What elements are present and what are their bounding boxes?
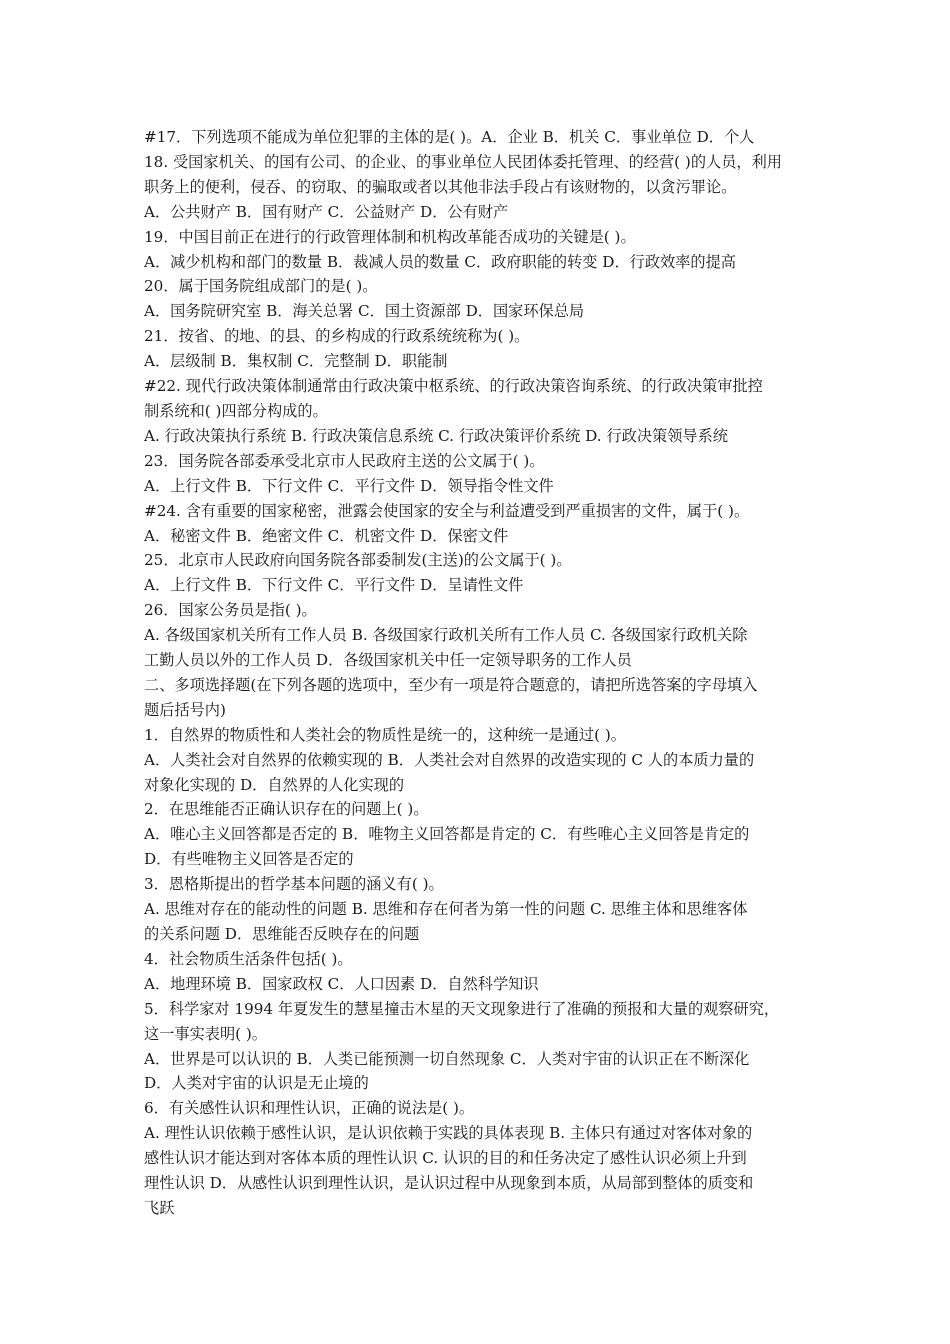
text-line: A．层级制 B．集权制 C．完整制 D．职能制 (144, 352, 448, 371)
text-line: A．减少机构和部门的数量 B．裁减人员的数量 C．政府职能的转变 D．行政效率的提高 (144, 252, 736, 271)
text-line: A．国务院研究室 B．海关总署 C．国土资源部 D．国家环保总局 (144, 302, 585, 321)
text-line: 制系统和( )四部分构成的。 (144, 401, 328, 420)
text-line: A．地理环境 B．国家政权 C．人口因素 D．自然科学知识 (144, 974, 539, 993)
text-line: A. 理性认识依赖于感性认识，是认识依赖于实践的具体表现 B. 主体只有通过对客体对象的 (144, 1124, 753, 1143)
text-line: 二、多项选择题(在下列各题的选项中，至少有一项是符合题意的，请把所选答案的字母填入 (144, 675, 758, 694)
text-line: D．有些唯物主义回答是否定的 (144, 850, 354, 869)
text-line: 飞跃 (144, 1198, 175, 1217)
text-line: 21．按省、的地、的县、的乡构成的行政系统统称为( )。 (144, 327, 530, 346)
text-line: 理性认识 D．从感性认识到理性认识，是认识过程中从现象到本质，从局部到整体的质变和 (144, 1174, 754, 1193)
text-line: 题后括号内) (144, 700, 226, 719)
text-line: 对象化实现的 D．自然界的人化实现的 (144, 775, 405, 794)
text-line: 工勤人员以外的工作人员 D．各级国家机关中任一定领导职务的工作人员 (144, 651, 632, 670)
text-line: 2．在思维能否正确认识存在的问题上( )。 (144, 800, 429, 819)
text-line: 1．自然界的物质性和人类社会的物质性是统一的，这种统一是通过( )。 (144, 725, 626, 744)
text-line: #17．下列选项不能成为单位犯罪的主体的是( )。A．企业 B．机关 C．事业单位 D．个人 (144, 128, 755, 146)
text-line: 3．恩格斯提出的哲学基本问题的涵义有( )。 (144, 875, 444, 894)
text-line: 这一事实表明( )。 (144, 1024, 267, 1043)
text-line: A．公共财产 B．国有财产 C．公益财产 D．公有财产 (144, 202, 509, 221)
text-line: A．世界是可以认识的 B．人类已能预测一切自然现象 C．人类对宇宙的认识正在不断深化 (144, 1049, 750, 1068)
document-body (144, 125, 816, 1221)
text-line: 18. 受国家机关、的国有公司、的企业、的事业单位人民团体委托管理、的经营( )的人员，利用 (144, 152, 782, 171)
text-line: A. 各级国家机关所有工作人员 B. 各级国家行政机关所有工作人员 C. 各级国家行政机关除 (144, 626, 748, 645)
text-line: A. 行政决策执行系统 B. 行政决策信息系统 C. 行政决策评价系统 D. 行政决策领导系统 (144, 426, 728, 445)
text-line: 的关系问题 D．思维能否反映存在的问题 (144, 925, 420, 943)
text-line: 职务上的便利，侵吞、的窃取、的骗取或者以其他非法手段占有该财物的，以贪污罪论。 (144, 177, 737, 196)
text-line: A．秘密文件 B．绝密文件 C．机密文件 D．保密文件 (144, 526, 509, 545)
text-line: A．上行文件 B．下行文件 C．平行文件 D．呈请性文件 (144, 576, 524, 595)
text-line: 5．科学家对 1994 年夏发生的慧星撞击木星的天文现象进行了准确的预报和大量的观察研究， (144, 999, 780, 1018)
text-line: D．人类对宇宙的认识是无止境的 (144, 1074, 369, 1093)
text-line: A．唯心主义回答都是否定的 B．唯物主义回答都是肯定的 C．有些唯心主义回答是肯定的 (144, 825, 750, 844)
text-line: 26．国家公务员是指( )。 (144, 601, 317, 620)
text-line: 19．中国目前正在进行的行政管理体制和机构改革能否成功的关键是( )。 (144, 227, 636, 246)
text-line: #22. 现代行政决策体制通常由行政决策中枢系统、的行政决策咨询系统、的行政决策审批控 (144, 377, 763, 396)
text-line: 25．北京市人民政府向国务院各部委制发(主送)的公文属于( )。 (144, 551, 572, 570)
text-line: A．上行文件 B．下行文件 C．平行文件 D．领导指令性文件 (144, 476, 554, 495)
text-line: 20．属于国务院组成部门的是( )。 (144, 277, 378, 296)
text-line: A．人类社会对自然界的依赖实现的 B．人类社会对自然界的改造实现的 C 人的本质力量的 (144, 750, 755, 769)
text-line: 6．有关感性认识和理性认识，正确的说法是( )。 (144, 1099, 475, 1118)
text-line: 4．社会物质生活条件包括( )。 (144, 949, 353, 968)
text-line: #24. 含有重要的国家秘密，泄露会使国家的安全与利益遭受到严重损害的文件，属于( )。 (144, 501, 750, 520)
text-line: A. 思维对存在的能动性的问题 B. 思维和存在何者为第一性的问题 C. 思维主体和思维客体 (144, 900, 748, 919)
text-line: 23．国务院各部委承受北京市人民政府主送的公文属于( )。 (144, 451, 545, 470)
text-line: 感性认识才能达到对客体本质的理性认识 C. 认识的目的和任务决定了感性认识必须上升到 (144, 1149, 747, 1168)
